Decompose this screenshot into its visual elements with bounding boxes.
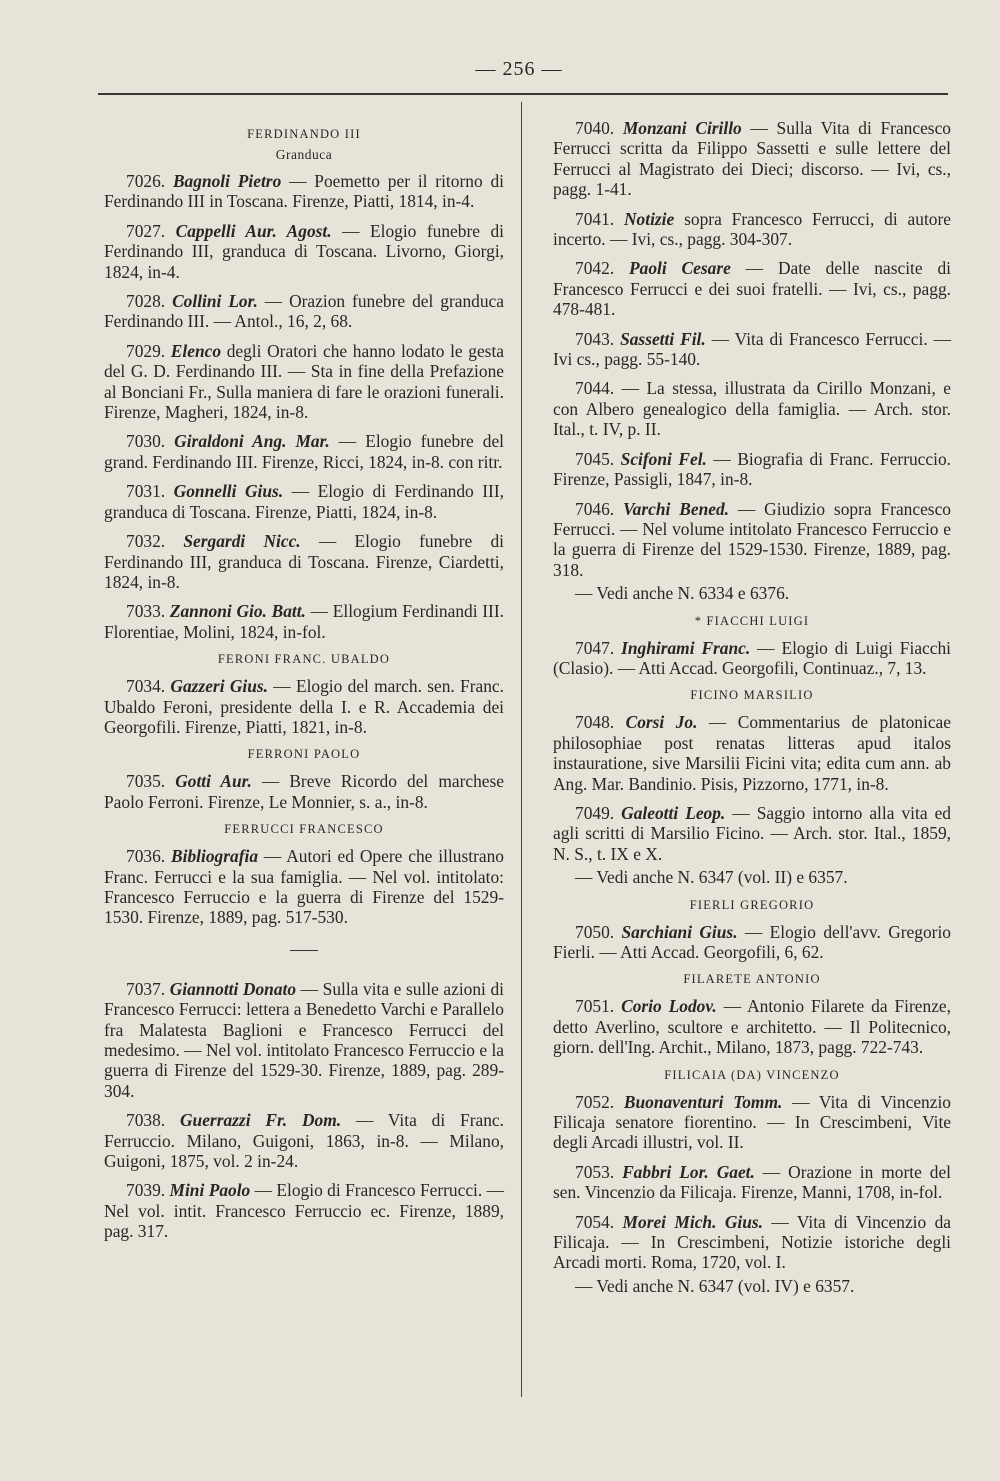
entry-author: Giannotti Donato (169, 978, 297, 999)
entry-author: Bibliografia (171, 846, 259, 867)
entry-text: — Sulla Vita di Francesco Ferrucci scritta da Filippo Sassetti e sulle lettere del Ferrucci al Magistrato dei Dieci; discorso. — Ivi, cs., pagg. 1-41. (553, 118, 951, 200)
section-heading: FERRUCCI FRANCESCO (224, 822, 384, 837)
bibliography-entry (104, 291, 504, 332)
entry-text: — Giudizio sopra Francesco Ferrucci. — Nel volume intitolato Francesco Ferruccio e la guerra di Firenze del 1529-1530. Firenze, 1889, pag. 318. (553, 498, 951, 580)
bibliography-entry (104, 481, 504, 522)
entry-text: — Vita di Francesco Ferrucci. — Ivi cs., pagg. 55-140. (553, 328, 951, 370)
entry-number: 7034. (126, 676, 171, 697)
entry-author: Cappelli Aur. Agost. (175, 220, 332, 241)
bibliography-entry (553, 449, 951, 490)
entry-number: 7053. (575, 1161, 623, 1182)
cross-reference: — Vedi anche N. 6334 e 6376. (575, 583, 790, 604)
entry-text: — Elogio del march. sen. Franc. Ubaldo Feroni, presidente della I. e R. Accademia dei Georgofili. Firenze, Piatti, 1821, in-8. (104, 676, 504, 737)
bibliography-entry (104, 601, 504, 642)
entry-number: 7027. (126, 220, 176, 241)
entry-author: Inghirami Franc. (621, 637, 751, 658)
header-rule (98, 93, 948, 95)
entry-text: — Elogio funebre del grand. Ferdinando III. Firenze, Ricci, 1824, in-8. con ritr. (104, 431, 504, 472)
entry-author: Morei Mich. Gius. (622, 1211, 764, 1232)
entry-author: Scifoni Fel. (620, 448, 707, 469)
entry-number: 7049. (575, 802, 622, 823)
entry-number: 7031. (126, 481, 174, 502)
entry-number: 7037. (126, 978, 170, 999)
entry-number: 7052. (575, 1091, 624, 1112)
entry-number: 7026. (126, 171, 173, 191)
entry-author: Gonnelli Gius. (173, 481, 284, 502)
entry-number: 7054. (575, 1211, 623, 1232)
entry-author: Galeotti Leop. (621, 802, 726, 823)
entry-text: — Sulla vita e sulle azioni di Francesco Ferrucci: lettera a Benedetto Varchi e Parallelo fra Malatesta Baglioni e Francesco Ferrucci del medesimo. — Nel vol. intitolato Francesco Ferruccio e la guerra di Firenze del 1529-30. Firenze, 1889, pag. 289-304. (104, 978, 504, 1101)
entry-author: Fabbri Lor. Gaet. (622, 1161, 755, 1182)
entry-text: — Vita di Vincenzio Filicaja senatore fiorentino. — In Crescimbeni, Vite degli Arcadi illustri, vol. II. (553, 1091, 951, 1153)
section-heading: FERONI FRANC. UBALDO (217, 652, 391, 667)
entry-author: Paoli Cesare (629, 258, 731, 279)
entry-text: — Elogio funebre di Ferdinando III, granduca di Toscana. Livorno, Giorgi, 1824, in-4. (104, 220, 504, 282)
entry-author: Sassetti Fil. (620, 328, 706, 349)
bibliography-entry (553, 329, 951, 370)
entry-number: 7036. (126, 846, 172, 867)
entry-number: 7030. (126, 431, 175, 452)
bibliography-entry (104, 979, 504, 1101)
bibliography-entry (104, 1180, 504, 1241)
entry-author: Corsi Jo. (625, 712, 698, 733)
entry-author: Varchi Bened. (623, 498, 730, 519)
bibliography-entry (104, 431, 504, 472)
entry-author: Mini Paolo (169, 1180, 251, 1201)
entry-text: — La stessa, illustrata da Cirillo Monzani, e con Albero genealogico della famiglia. — Arch. stor. Ital., t. IV, p. II. (553, 378, 951, 440)
entry-author: Bagnoli Pietro (172, 171, 282, 191)
entry-author: Sarchiani Gius. (621, 921, 738, 942)
entry-author: Sergardi Nicc. (183, 531, 301, 552)
cross-reference: — Vedi anche N. 6347 (vol. II) e 6357. (575, 867, 848, 888)
bibliography-entry (553, 378, 951, 439)
entry-number: 7043. (575, 328, 621, 349)
bibliography-entry (553, 1162, 951, 1203)
entry-author: Elenco (170, 340, 222, 361)
entry-text: degli Oratori che hanno lodato le gesta del G. D. Ferdinando III. — Sta in fine della Prefazione al Bonciani Fr., Sulla maniera di fare le orazioni funerali. Firenze, Magheri, 1824, in-8. (104, 340, 505, 423)
bibliography-entry (104, 531, 504, 592)
entry-number: 7033. (126, 601, 170, 622)
entry-author: Zannoni Gio. Batt. (169, 601, 306, 622)
entry-number: 7032. (126, 531, 184, 552)
bibliography-entry (553, 118, 951, 200)
entry-text: — Biografia di Franc. Ferruccio. Firenze, Passigli, 1847, in-8. (553, 448, 951, 490)
bibliography-entry (553, 1212, 951, 1273)
section-heading: FIERLI GREGORIO (689, 897, 815, 912)
right-column (553, 118, 951, 1305)
section-subheading: Granduca (275, 147, 333, 162)
bibliography-entry (553, 1092, 951, 1153)
entry-author: Notizie (624, 208, 675, 229)
section-heading: FILICAIA (DA) VINCENZO (664, 1067, 840, 1082)
bibliography-entry (553, 209, 951, 250)
entry-number: 7046. (575, 498, 624, 519)
bibliography-entry (104, 1110, 504, 1171)
entry-text: sopra Francesco Ferrucci, di autore incerto. — Ivi, cs., pagg. 304-307. (553, 208, 951, 250)
entry-author: Collini Lor. (172, 291, 258, 312)
section-heading: FILARETE ANTONIO (683, 972, 821, 987)
entry-text: — Elogio di Ferdinando III, granduca di Toscana. Firenze, Piatti, 1824, in-8. (104, 481, 504, 522)
entry-text: — Ellogium Ferdinandi III. Florentiae, Molini, 1824, in-fol. (104, 601, 504, 642)
cross-reference: — Vedi anche N. 6347 (vol. IV) e 6357. (575, 1275, 855, 1296)
bibliography-entry (104, 171, 504, 212)
entry-author: Giraldoni Ang. Mar. (174, 431, 330, 452)
bibliography-entry (104, 676, 504, 737)
bibliography-entry (553, 803, 951, 864)
entry-number: 7047. (575, 637, 622, 658)
entry-number: 7044. (575, 378, 622, 399)
entry-text: — Antonio Filarete da Firenze, detto Averlino, scultore e architetto. — Il Politecnico, giorn. dell'Ing. Archit., Milano, 1873, pagg. 722-743. (553, 996, 951, 1058)
entry-text: — Saggio intorno alla vita ed agli scritti di Marsilio Ficino. — Arch. stor. Ital., 1859, N. S., t. IX e X. (553, 802, 951, 864)
column-divider (521, 102, 522, 1397)
section-heading: * FIACCHI LUIGI (694, 613, 810, 628)
section-heading: FERRONI PAOLO (247, 747, 361, 762)
entry-number: 7029. (126, 340, 171, 361)
bibliography-entry (553, 258, 951, 319)
entry-number: 7050. (575, 921, 622, 942)
entry-text: — Vita di Franc. Ferruccio. Milano, Guigoni, 1863, in-8. — Milano, Guigoni, 1875, vol. 2 in-24. (104, 1110, 504, 1172)
entry-author: Monzani Cirillo (622, 118, 742, 138)
left-column (104, 118, 504, 1251)
entry-text: — Poemetto per il ritorno di Ferdinando III in Toscana. Firenze, Piatti, 1814, in-4. (104, 171, 504, 212)
entry-number: 7035. (126, 771, 176, 792)
section-divider (290, 950, 318, 951)
entry-text: — Elogio dell'avv. Gregorio Fierli. — Atti Accad. Georgofili, 6, 62. (553, 921, 951, 962)
entry-number: 7041. (575, 208, 624, 229)
section-heading: FICINO MARSILIO (690, 688, 814, 703)
bibliography-entry (104, 221, 504, 282)
entry-text: — Elogio di Francesco Ferrucci. — Nel vol. intit. Francesco Ferruccio ec. Firenze, 1889, pag. 317. (104, 1180, 504, 1242)
entry-number: 7051. (575, 996, 622, 1017)
bibliography-entry (553, 996, 951, 1057)
entry-text: — Elogio funebre di Ferdinando III, granduca di Toscana. Firenze, Ciardetti, 1824, in-8. (104, 531, 504, 592)
entry-number: 7042. (575, 258, 629, 279)
entry-author: Gazzeri Gius. (170, 676, 268, 697)
bibliography-entry (553, 638, 951, 679)
entry-text: — Autori ed Opere che illustrano Franc. Ferrucci e la sua famiglia. — Nel vol. intitolato: Francesco Ferruccio e la guerra di Firenze del 1529-1530. Firenze, 1889, pag. 517-530. (104, 846, 504, 928)
bibliography-entry (553, 922, 951, 963)
entry-text: — Elogio di Luigi Fiacchi (Clasio). — Atti Accad. Georgofili, Continuaz., 7, 13. (553, 637, 951, 678)
entry-number: 7040. (575, 118, 623, 138)
entry-text: — Commentarius de platonicae philosophiae post renatas litteras apud italos instaurationе, sive Marsilii Ficini vita; edita cum ann. ab Ang. Mar. Bandinio. Pisis, Pizzorno, 1771, in-8. (553, 712, 951, 794)
entry-author: Gotti Aur. (175, 771, 252, 792)
entry-author: Corio Lodov. (621, 996, 717, 1017)
entry-number: 7048. (575, 712, 626, 733)
entry-author: Guerrazzi Fr. Dom. (179, 1110, 342, 1131)
bibliography-entry (104, 341, 504, 423)
entry-number: 7038. (126, 1110, 180, 1131)
entry-number: 7028. (126, 291, 173, 312)
bibliography-entry (104, 771, 504, 812)
entry-number: 7039. (126, 1180, 170, 1201)
entry-text: — Breve Ricordo del marchese Paolo Ferroni. Firenze, Le Monnier, s. a., in-8. (104, 771, 504, 812)
entry-number: 7045. (575, 448, 621, 469)
entry-text: — Orazione in morte del sen. Vincenzio da Filicaja. Firenze, Manni, 1708, in-fol. (553, 1161, 952, 1203)
bibliography-entry (553, 499, 951, 581)
bibliography-entry (104, 846, 504, 928)
entry-text: — Vita di Vincenzio da Filicaja. — In Crescimbeni, Notizie istoriche degli Arcadi morti. Roma, 1720, vol. I. (553, 1211, 951, 1273)
bibliography-entry (553, 712, 951, 794)
page-number: — 256 — (475, 58, 563, 80)
entry-text: — Date delle nascite di Francesco Ferrucci e dei suoi fratelli. — Ivi, cs., pagg. 478-481. (553, 258, 951, 320)
entry-text: — Orazion funebre del granduca Ferdinando III. — Antol., 16, 2, 68. (104, 291, 504, 332)
entry-author: Buonaventuri Tomm. (623, 1091, 783, 1112)
section-heading: FERDINANDO III (247, 127, 361, 141)
